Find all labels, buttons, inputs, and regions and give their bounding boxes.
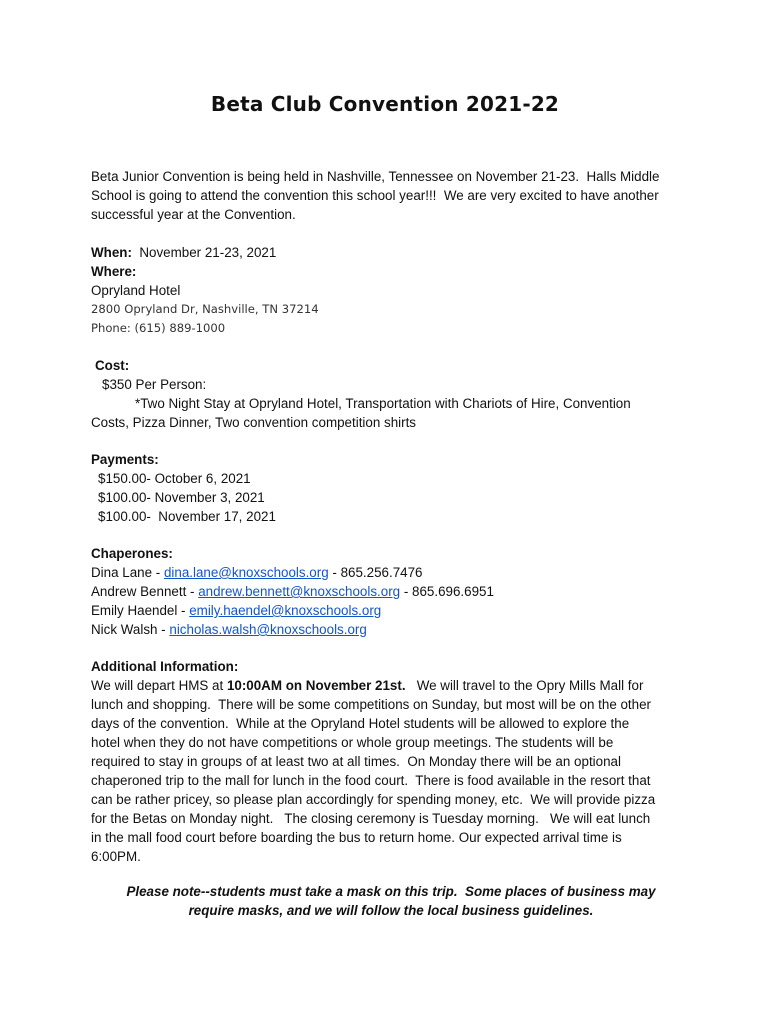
additional-line: 6:00PM. — [91, 849, 141, 864]
payments-section — [91, 450, 691, 526]
additional-line: can be rather pricey, so please plan accordingly for spending money, etc. We will provide pizza — [91, 792, 656, 807]
where-label: Where: — [91, 264, 137, 279]
chaperones-label: Chaperones: — [91, 546, 173, 561]
payment-item: $100.00- November 3, 2021 — [98, 490, 265, 505]
page-title: Beta Club Convention 2021-22 — [210, 92, 560, 116]
intro-paragraph — [91, 167, 691, 224]
intro-line: School is going to attend the convention this school year!!! We are very excited to have another — [91, 188, 659, 203]
cost-price: $350 Per Person: — [102, 377, 207, 392]
note-line: Please note--students must take a mask on this trip. Some places of business may — [126, 884, 656, 899]
chaperone-email-link[interactable]: andrew.bennett@knoxschools.org — [198, 584, 401, 599]
payment-item: $150.00- October 6, 2021 — [98, 471, 251, 486]
chaperone-email-link[interactable]: emily.haendel@knoxschools.org — [189, 603, 382, 618]
event-details — [91, 243, 691, 338]
intro-line: successful year at the Convention. — [91, 207, 296, 222]
venue-address: 2800 Opryland Dr, Nashville, TN 37214 — [91, 302, 319, 316]
note-line: require masks, and we will follow the local business guidelines. — [188, 903, 594, 918]
chaperone-email-link[interactable]: dina.lane@knoxschools.org — [163, 565, 329, 580]
chaperone-row — [91, 563, 691, 582]
venue-name: Opryland Hotel — [91, 283, 181, 298]
chaperone-row — [91, 601, 691, 620]
payments-label: Payments: — [91, 452, 159, 467]
additional-line: hotel when they do not have competitions or whole group meetings. The students will be — [91, 735, 614, 750]
additional-line: chaperoned trip to the mall for lunch in the food court. There is food available in the resort that — [91, 773, 651, 788]
cost-details: Costs, Pizza Dinner, Two convention competition shirts — [91, 415, 416, 430]
chaperone-name: Nick Walsh - — [91, 622, 170, 637]
chaperone-phone: - 865.256.7476 — [328, 565, 423, 580]
additional-text: We will travel to the Opry Mills Mall for — [405, 678, 644, 693]
when-label: When: — [91, 245, 132, 260]
additional-line — [91, 676, 691, 695]
additional-line: lunch and shopping. There will be some competitions on Sunday, but most will be on the other — [91, 697, 652, 712]
payment-item: $100.00- November 17, 2021 — [98, 509, 276, 524]
cost-label: Cost: — [95, 358, 130, 373]
cost-section — [91, 356, 691, 432]
venue-phone: Phone: (615) 889-1000 — [91, 321, 226, 335]
when-row — [91, 243, 691, 262]
intro-line: Beta Junior Convention is being held in Nashville, Tennessee on November 21-23. Halls Middle — [91, 169, 660, 184]
mask-note — [91, 882, 691, 920]
additional-line: for the Betas on Monday night. The closing ceremony is Tuesday morning. We will eat lunch — [91, 811, 651, 826]
chaperone-row — [91, 620, 691, 639]
additional-label: Additional Information: — [91, 659, 239, 674]
departure-time: 10:00AM on November 21st. — [226, 678, 406, 693]
chaperone-name: Andrew Bennett - — [91, 584, 199, 599]
chaperone-row — [91, 582, 691, 601]
additional-line: required to stay in groups of at least two at all times. On Monday there will be an optional — [91, 754, 621, 769]
cost-details: *Two Night Stay at Opryland Hotel, Transportation with Chariots of Hire, Convention — [135, 396, 631, 411]
additional-text: We will depart HMS at — [91, 678, 227, 693]
chaperone-email-link[interactable]: nicholas.walsh@knoxschools.org — [169, 622, 367, 637]
chaperones-section — [91, 544, 691, 639]
chaperone-name: Dina Lane - — [91, 565, 164, 580]
additional-info-section — [91, 657, 691, 866]
chaperone-phone: - 865.696.6951 — [400, 584, 494, 599]
additional-line: days of the convention. While at the Opryland Hotel students will be allowed to explore the — [91, 716, 630, 731]
chaperone-name: Emily Haendel - — [91, 603, 190, 618]
when-value: November 21-23, 2021 — [139, 245, 277, 260]
additional-line: in the mall food court before boarding the bus to return home. Our expected arrival time is — [91, 830, 622, 845]
